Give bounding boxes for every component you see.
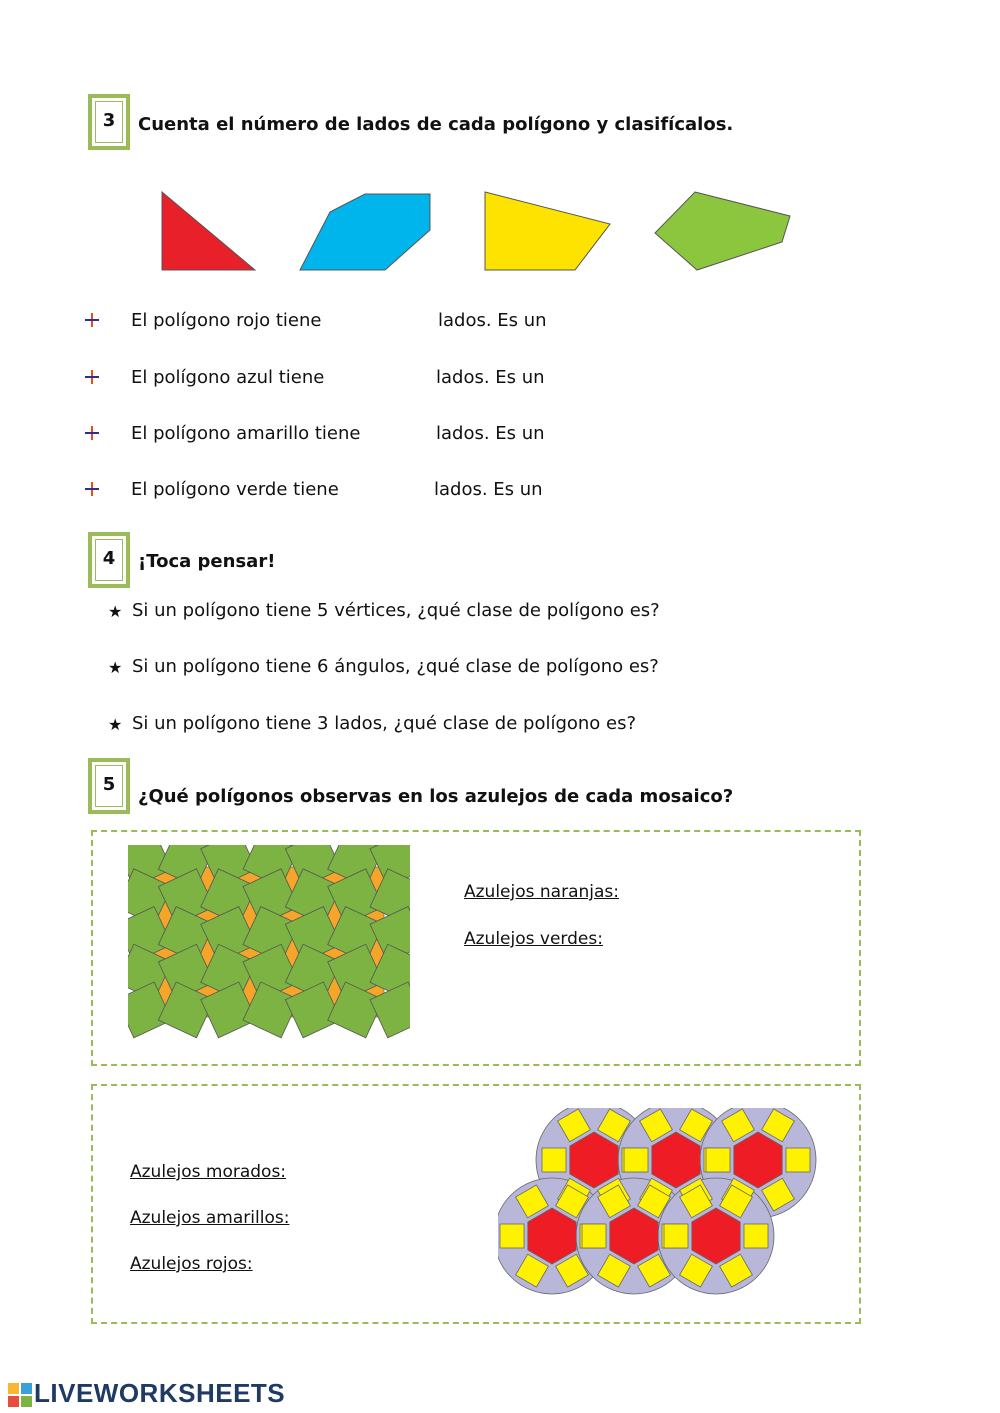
- question-3: Si un polígono tiene 3 lados, ¿qué clase de polígono es?: [132, 713, 637, 734]
- section-5-number-box: [88, 758, 130, 814]
- section-5-title: ¿Qué polígonos observas en los azulejos de cada mosaico?: [138, 786, 734, 807]
- section-4-number-box: [88, 532, 130, 588]
- yellow-line-suffix: lados. Es un: [436, 423, 545, 444]
- bullet-icon: [85, 370, 99, 384]
- question-2: Si un polígono tiene 6 ángulos, ¿qué clase de polígono es?: [132, 656, 659, 677]
- blue-line-prefix: El polígono azul tiene: [131, 367, 325, 388]
- green-line-prefix: El polígono verde tiene: [131, 479, 339, 500]
- yellow-square-tile: [744, 1224, 768, 1248]
- bullet-icon: [85, 313, 99, 327]
- section-3-title: Cuenta el número de lados de cada polígono y clasifícalos.: [138, 114, 734, 135]
- star-icon: ★: [108, 715, 123, 734]
- green-tiles-label: Azulejos verdes:: [464, 929, 603, 949]
- section-4-number: 4: [102, 548, 116, 569]
- green-line-suffix: lados. Es un: [434, 479, 543, 500]
- section-3-number: 3: [102, 110, 116, 131]
- yellow-square-tile: [664, 1224, 688, 1248]
- yellow-quadrilateral: [485, 192, 610, 270]
- star-icon: ★: [108, 602, 123, 621]
- bullet-icon: [85, 482, 99, 496]
- blue-line-suffix: lados. Es un: [436, 367, 545, 388]
- polygon-shapes: [140, 180, 820, 280]
- section-3-number-box: [88, 94, 130, 150]
- yellow-line-prefix: El polígono amarillo tiene: [131, 423, 361, 444]
- yellow-tiles-label: Azulejos amarillos:: [130, 1208, 290, 1228]
- blue-hexagon: [300, 194, 430, 270]
- liveworksheets-logo-icon: [8, 1383, 32, 1407]
- yellow-square-tile: [624, 1148, 648, 1172]
- purple-tiles-label: Azulejos morados:: [130, 1162, 287, 1182]
- orange-tiles-label: Azulejos naranjas:: [464, 882, 619, 902]
- star-icon: ★: [108, 658, 123, 677]
- liveworksheets-logo: LIVEWORKSHEETS: [34, 1378, 286, 1408]
- yellow-square-tile: [706, 1148, 730, 1172]
- yellow-square-tile: [582, 1224, 606, 1248]
- red-triangle: [162, 192, 255, 270]
- yellow-square-tile: [786, 1148, 810, 1172]
- bullet-icon: [85, 426, 99, 440]
- yellow-square-tile: [500, 1224, 524, 1248]
- mosaic-2-image: [498, 1108, 820, 1304]
- red-line-suffix: lados. Es un: [438, 310, 547, 331]
- red-line-prefix: El polígono rojo tiene: [131, 310, 322, 331]
- mosaic-1-image: [128, 845, 410, 1040]
- question-1: Si un polígono tiene 5 vértices, ¿qué clase de polígono es?: [132, 600, 660, 621]
- red-tiles-label: Azulejos rojos:: [130, 1254, 253, 1274]
- section-4-title: ¡Toca pensar!: [138, 551, 276, 572]
- yellow-square-tile: [542, 1148, 566, 1172]
- section-5-number: 5: [102, 774, 116, 795]
- green-pentagon: [655, 192, 790, 270]
